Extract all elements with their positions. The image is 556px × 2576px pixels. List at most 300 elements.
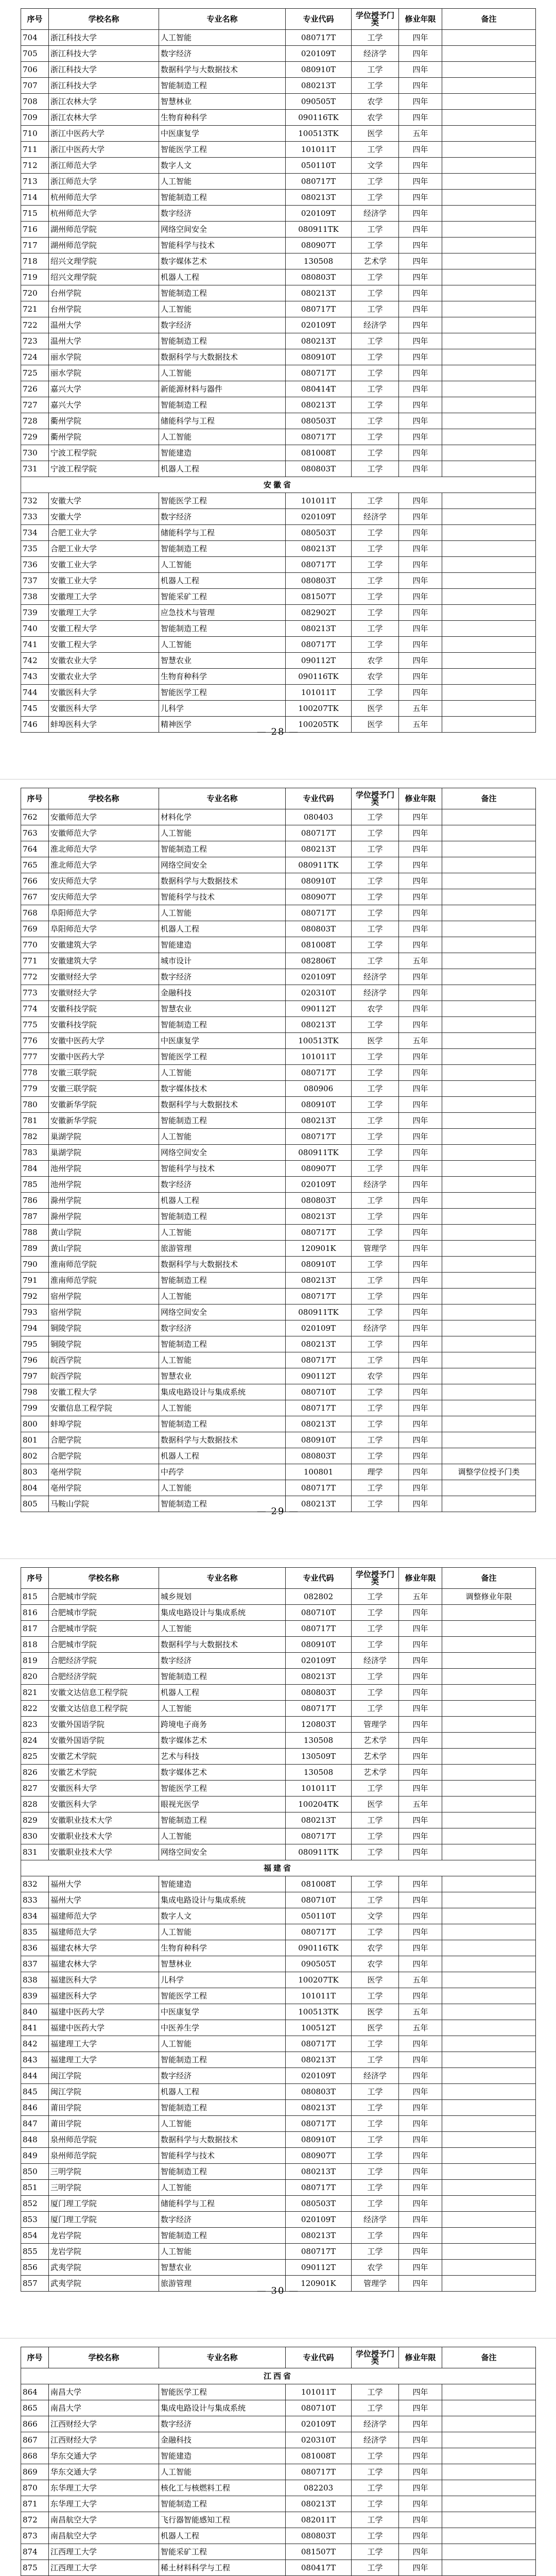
major-code-cell: 080911TK <box>286 1304 352 1320</box>
remark-cell <box>442 429 536 445</box>
degree-category-cell: 工学 <box>352 685 399 701</box>
serial-number-cell: 816 <box>21 1605 49 1621</box>
study-years-cell: 四年 <box>399 1097 442 1113</box>
table-row <box>21 1621 536 1637</box>
serial-number-cell: 775 <box>21 1017 49 1033</box>
degree-category-cell: 艺术学 <box>352 1733 399 1749</box>
study-years-cell: 四年 <box>399 1241 442 1257</box>
table-row <box>21 1161 536 1177</box>
table-row <box>21 2212 536 2228</box>
major-name-cell: 生物育种科学 <box>159 669 286 685</box>
remark-cell <box>442 413 536 429</box>
table-row <box>21 2036 536 2052</box>
header-degree-category: 学位授予门类 <box>352 788 399 809</box>
degree-category-cell: 医学 <box>352 1033 399 1049</box>
study-years-cell: 四年 <box>399 1416 442 1432</box>
study-years-cell: 四年 <box>399 2464 442 2480</box>
school-name-cell: 江西理工大学 <box>49 2544 159 2560</box>
table-row <box>21 1876 536 1892</box>
school-name-cell: 台州学院 <box>49 285 159 301</box>
major-code-cell: 020310T <box>286 2432 352 2448</box>
study-years-cell: 四年 <box>399 937 442 953</box>
study-years-cell: 四年 <box>399 1352 442 1368</box>
table-row <box>21 1033 536 1049</box>
major-code-cell: 080717T <box>286 2036 352 2052</box>
major-name-cell: 智能科学与技术 <box>159 238 286 253</box>
school-name-cell: 黄山学院 <box>49 1241 159 1257</box>
major-name-cell: 数字媒体技术 <box>159 1081 286 1097</box>
degree-category-cell: 工学 <box>352 445 399 461</box>
major-code-cell: 080717T <box>286 2180 352 2196</box>
study-years-cell: 四年 <box>399 365 442 381</box>
remark-cell <box>442 1257 536 1273</box>
study-years-cell: 四年 <box>399 1432 442 1448</box>
remark-cell <box>442 1733 536 1749</box>
remark-cell <box>442 493 536 509</box>
remark-cell <box>442 541 536 557</box>
serial-number-cell: 826 <box>21 1765 49 1781</box>
school-name-cell: 安徽建筑大学 <box>49 937 159 953</box>
school-name-cell: 福建师范大学 <box>49 1924 159 1940</box>
degree-category-cell: 农学 <box>352 110 399 126</box>
serial-number-cell: 832 <box>21 1876 49 1892</box>
school-name-cell: 闽江学院 <box>49 2084 159 2100</box>
major-code-cell: 101011T <box>286 2384 352 2400</box>
serial-number-cell: 793 <box>21 1304 49 1320</box>
degree-category-cell: 工学 <box>352 2544 399 2560</box>
major-name-cell: 智能科学与技术 <box>159 1161 286 1177</box>
major-code-cell: 100513TK <box>286 2004 352 2020</box>
degree-category-cell: 经济学 <box>352 2212 399 2228</box>
study-years-cell: 四年 <box>399 2228 442 2244</box>
school-name-cell: 安徽文达信息工程学院 <box>49 1701 159 1717</box>
school-name-cell: 南昌航空大学 <box>49 2512 159 2528</box>
degree-category-cell: 工学 <box>352 1701 399 1717</box>
header-study-years: 修业年限 <box>399 2347 442 2368</box>
serial-number-cell: 765 <box>21 857 49 873</box>
serial-number-cell: 706 <box>21 62 49 78</box>
degree-category-cell: 管理学 <box>352 1717 399 1733</box>
major-code-cell: 020109T <box>286 206 352 222</box>
majors-table <box>21 788 536 1512</box>
study-years-cell: 四年 <box>399 1940 442 1956</box>
table-row <box>21 1908 536 1924</box>
major-name-cell: 新能源材料与器件 <box>159 381 286 397</box>
degree-category-cell: 农学 <box>352 669 399 685</box>
major-name-cell: 智能制造工程 <box>159 1496 286 1512</box>
school-name-cell: 杭州师范大学 <box>49 190 159 206</box>
table-row <box>21 301 536 317</box>
serial-number-cell: 805 <box>21 1496 49 1512</box>
serial-number-cell: 819 <box>21 1653 49 1669</box>
remark-cell <box>442 2116 536 2132</box>
remark-cell <box>442 2164 536 2180</box>
study-years-cell: 四年 <box>399 317 442 333</box>
major-name-cell: 人工智能 <box>159 2180 286 2196</box>
table-row <box>21 2084 536 2100</box>
serial-number-cell: 716 <box>21 222 49 238</box>
table-row <box>21 445 536 461</box>
major-name-cell: 集成电路设计与集成系统 <box>159 1892 286 1908</box>
serial-number-cell: 871 <box>21 2496 49 2512</box>
school-name-cell: 安徽师范大学 <box>49 825 159 841</box>
major-name-cell: 人工智能 <box>159 2036 286 2052</box>
major-code-cell: 020109T <box>286 969 352 985</box>
major-code-cell: 100513TK <box>286 126 352 142</box>
table-row <box>21 1733 536 1749</box>
table-row <box>21 509 536 525</box>
school-name-cell: 福建理工大学 <box>49 2052 159 2068</box>
school-name-cell: 福建农林大学 <box>49 1940 159 1956</box>
school-name-cell: 安徽信息工程学院 <box>49 1400 159 1416</box>
remark-cell <box>442 1749 536 1765</box>
serial-number-cell: 718 <box>21 253 49 269</box>
major-name-cell: 网络空间安全 <box>159 857 286 873</box>
major-name-cell: 人工智能 <box>159 1289 286 1304</box>
school-name-cell: 武夷学院 <box>49 2260 159 2276</box>
school-name-cell: 安徽工程大学 <box>49 637 159 653</box>
major-name-cell: 智能制造工程 <box>159 1209 286 1225</box>
table-row <box>21 493 536 509</box>
table-row <box>21 365 536 381</box>
table-row <box>21 30 536 46</box>
major-code-cell: 080213T <box>286 541 352 557</box>
school-name-cell: 浙江科技大学 <box>49 30 159 46</box>
study-years-cell: 五年 <box>399 1033 442 1049</box>
study-years-cell: 四年 <box>399 1257 442 1273</box>
major-name-cell: 数据科学与大数据技术 <box>159 873 286 889</box>
table-row <box>21 429 536 445</box>
school-name-cell: 安徽大学 <box>49 509 159 525</box>
major-name-cell: 跨境电子商务 <box>159 1717 286 1733</box>
table-row <box>21 1781 536 1797</box>
table-row <box>21 46 536 62</box>
major-code-cell: 120803T <box>286 1717 352 1733</box>
remark-cell <box>442 937 536 953</box>
serial-number-cell: 746 <box>21 717 49 733</box>
major-code-cell: 080907T <box>286 2148 352 2164</box>
serial-number-cell: 842 <box>21 2036 49 2052</box>
serial-number-cell: 869 <box>21 2464 49 2480</box>
study-years-cell: 五年 <box>399 1589 442 1605</box>
degree-category-cell: 工学 <box>352 429 399 445</box>
major-name-cell: 智能医学工程 <box>159 1781 286 1797</box>
table-row <box>21 905 536 921</box>
study-years-cell: 四年 <box>399 2448 442 2464</box>
study-years-cell: 五年 <box>399 701 442 717</box>
study-years-cell: 四年 <box>399 2512 442 2528</box>
remark-cell <box>442 1781 536 1797</box>
degree-category-cell: 工学 <box>352 825 399 841</box>
serial-number-cell: 777 <box>21 1049 49 1065</box>
study-years-cell: 四年 <box>399 253 442 269</box>
major-code-cell: 082011T <box>286 2512 352 2528</box>
header-serial-number: 序号 <box>21 2347 49 2368</box>
major-code-cell: 080717T <box>286 429 352 445</box>
table-row <box>21 142 536 158</box>
table-row <box>21 1797 536 1812</box>
major-name-cell: 智能制造工程 <box>159 2052 286 2068</box>
study-years-cell: 四年 <box>399 397 442 413</box>
majors-table <box>21 1567 536 2292</box>
major-name-cell: 人工智能 <box>159 2116 286 2132</box>
degree-category-cell: 工学 <box>352 2528 399 2544</box>
table-row <box>21 1145 536 1161</box>
header-major-name: 专业名称 <box>159 9 286 30</box>
study-years-cell: 四年 <box>399 2084 442 2100</box>
remark-cell <box>442 1113 536 1129</box>
study-years-cell: 四年 <box>399 269 442 285</box>
major-code-cell: 080717T <box>286 2464 352 2480</box>
degree-category-cell: 经济学 <box>352 1653 399 1669</box>
degree-category-cell: 工学 <box>352 1225 399 1241</box>
serial-number-cell: 787 <box>21 1209 49 1225</box>
remark-cell <box>442 921 536 937</box>
major-code-cell: 080803T <box>286 2084 352 2100</box>
header-degree-category: 学位授予门类 <box>352 9 399 30</box>
school-name-cell: 安徽新华学院 <box>49 1113 159 1129</box>
remark-cell <box>442 669 536 685</box>
serial-number-cell: 851 <box>21 2180 49 2196</box>
major-code-cell: 082902T <box>286 605 352 621</box>
remark-cell <box>442 1400 536 1416</box>
major-name-cell: 中医养生学 <box>159 2020 286 2036</box>
major-name-cell: 智慧农业 <box>159 1368 286 1384</box>
degree-category-cell: 工学 <box>352 589 399 605</box>
study-years-cell: 四年 <box>399 1637 442 1653</box>
remark-cell <box>442 1621 536 1637</box>
major-code-cell: 080717T <box>286 1289 352 1304</box>
table-container <box>21 788 535 1512</box>
table-row <box>21 1129 536 1145</box>
major-name-cell: 生物育种科学 <box>159 1940 286 1956</box>
serial-number-cell: 843 <box>21 2052 49 2068</box>
study-years-cell: 四年 <box>399 637 442 653</box>
school-name-cell: 合肥经济学院 <box>49 1653 159 1669</box>
school-name-cell: 华东交通大学 <box>49 2448 159 2464</box>
study-years-cell: 四年 <box>399 2244 442 2260</box>
study-years-cell: 四年 <box>399 2052 442 2068</box>
major-code-cell: 080717T <box>286 825 352 841</box>
major-name-cell: 眼视光医学 <box>159 1797 286 1812</box>
degree-category-cell: 工学 <box>352 557 399 573</box>
table-container <box>21 1567 535 2292</box>
serial-number-cell: 712 <box>21 158 49 174</box>
school-name-cell: 安徽农业大学 <box>49 669 159 685</box>
school-name-cell: 绍兴文理学院 <box>49 269 159 285</box>
remark-cell <box>442 1273 536 1289</box>
degree-category-cell: 农学 <box>352 2260 399 2276</box>
major-name-cell: 数据科学与大数据技术 <box>159 1257 286 1273</box>
major-code-cell: 080803T <box>286 1193 352 1209</box>
table-row <box>21 1113 536 1129</box>
degree-category-cell: 管理学 <box>352 2276 399 2292</box>
remark-cell <box>442 1448 536 1464</box>
school-name-cell: 亳州学院 <box>49 1464 159 1480</box>
study-years-cell: 四年 <box>399 2036 442 2052</box>
major-name-cell: 飞行器智能感知工程 <box>159 2512 286 2528</box>
study-years-cell: 四年 <box>399 1289 442 1304</box>
serial-number-cell: 791 <box>21 1273 49 1289</box>
remark-cell <box>442 1161 536 1177</box>
major-code-cell: 080907T <box>286 1161 352 1177</box>
study-years-cell: 四年 <box>399 1193 442 1209</box>
serial-number-cell: 714 <box>21 190 49 206</box>
degree-category-cell: 工学 <box>352 1416 399 1432</box>
degree-category-cell: 工学 <box>352 397 399 413</box>
study-years-cell: 四年 <box>399 174 442 190</box>
remark-cell <box>442 985 536 1001</box>
degree-category-cell: 艺术学 <box>352 253 399 269</box>
study-years-cell: 四年 <box>399 509 442 525</box>
study-years-cell: 四年 <box>399 573 442 589</box>
serial-number-cell: 827 <box>21 1781 49 1797</box>
school-name-cell: 合肥城市学院 <box>49 1605 159 1621</box>
study-years-cell: 四年 <box>399 2116 442 2132</box>
study-years-cell: 四年 <box>399 1812 442 1828</box>
school-name-cell: 闽江学院 <box>49 2068 159 2084</box>
degree-category-cell: 工学 <box>352 1432 399 1448</box>
table-row <box>21 1320 536 1336</box>
degree-category-cell: 工学 <box>352 1193 399 1209</box>
province-heading: 福建省 <box>21 1860 536 1876</box>
remark-cell <box>442 1892 536 1908</box>
remark-cell <box>442 1001 536 1017</box>
major-name-cell: 人工智能 <box>159 1129 286 1145</box>
study-years-cell: 四年 <box>399 605 442 621</box>
serial-number-cell: 705 <box>21 46 49 62</box>
major-name-cell: 智能制造工程 <box>159 1113 286 1129</box>
major-code-cell: 020109T <box>286 46 352 62</box>
remark-cell <box>442 1480 536 1496</box>
remark-cell <box>442 1336 536 1352</box>
study-years-cell: 四年 <box>399 158 442 174</box>
serial-number-cell: 804 <box>21 1480 49 1496</box>
degree-category-cell: 医学 <box>352 701 399 717</box>
degree-category-cell: 医学 <box>352 1797 399 1812</box>
remark-cell <box>442 525 536 541</box>
remark-cell <box>442 317 536 333</box>
major-name-cell: 智能制造工程 <box>159 78 286 94</box>
major-code-cell: 080910T <box>286 1637 352 1653</box>
serial-number-cell: 726 <box>21 381 49 397</box>
table-row <box>21 1589 536 1605</box>
school-name-cell: 浙江师范大学 <box>49 158 159 174</box>
degree-category-cell: 工学 <box>352 1209 399 1225</box>
table-row <box>21 1432 536 1448</box>
major-name-cell: 智能建造 <box>159 445 286 461</box>
serial-number-cell: 744 <box>21 685 49 701</box>
major-name-cell: 智能医学工程 <box>159 1988 286 2004</box>
degree-category-cell: 工学 <box>352 2560 399 2576</box>
study-years-cell: 四年 <box>399 857 442 873</box>
major-code-cell: 081008T <box>286 445 352 461</box>
table-row <box>21 809 536 825</box>
province-heading: 安徽省 <box>21 477 536 493</box>
major-name-cell: 人工智能 <box>159 1621 286 1637</box>
degree-category-cell: 工学 <box>352 1621 399 1637</box>
serial-number-cell: 802 <box>21 1448 49 1464</box>
major-name-cell: 智能制造工程 <box>159 541 286 557</box>
school-name-cell: 安徽艺术学院 <box>49 1749 159 1765</box>
school-name-cell: 滁州学院 <box>49 1209 159 1225</box>
table-row <box>21 1384 536 1400</box>
study-years-cell: 五年 <box>399 2004 442 2020</box>
major-name-cell: 智能制造工程 <box>159 1336 286 1352</box>
degree-category-cell: 管理学 <box>352 1241 399 1257</box>
major-name-cell: 旅游管理 <box>159 1241 286 1257</box>
school-name-cell: 福州大学 <box>49 1892 159 1908</box>
table-row <box>21 349 536 365</box>
remark-cell <box>442 2180 536 2196</box>
major-code-cell: 080213T <box>286 1496 352 1512</box>
serial-number-cell: 829 <box>21 1812 49 1828</box>
header-school-name: 学校名称 <box>49 1568 159 1589</box>
degree-category-cell: 工学 <box>352 2148 399 2164</box>
school-name-cell: 安徽大学 <box>49 493 159 509</box>
remark-cell <box>442 126 536 142</box>
serial-number-cell: 762 <box>21 809 49 825</box>
school-name-cell: 浙江农林大学 <box>49 110 159 126</box>
major-name-cell: 数据科学与大数据技术 <box>159 2132 286 2148</box>
serial-number-cell: 709 <box>21 110 49 126</box>
study-years-cell: 四年 <box>399 1765 442 1781</box>
school-name-cell: 浙江农林大学 <box>49 94 159 110</box>
degree-category-cell: 工学 <box>352 2180 399 2196</box>
remark-cell <box>442 1081 536 1097</box>
major-code-cell: 120901K <box>286 2276 352 2292</box>
study-years-cell: 四年 <box>399 62 442 78</box>
major-code-cell: 090116TK <box>286 1940 352 1956</box>
degree-category-cell: 农学 <box>352 1368 399 1384</box>
major-name-cell: 机器人工程 <box>159 461 286 477</box>
major-name-cell: 人工智能 <box>159 1225 286 1241</box>
serial-number-cell: 839 <box>21 1988 49 2004</box>
degree-category-cell: 工学 <box>352 873 399 889</box>
table-row <box>21 1352 536 1368</box>
degree-category-cell: 工学 <box>352 493 399 509</box>
study-years-cell: 四年 <box>399 1320 442 1336</box>
school-name-cell: 东华理工大学 <box>49 2480 159 2496</box>
table-row <box>21 525 536 541</box>
serial-number-cell: 767 <box>21 889 49 905</box>
remark-cell: 调整修业年限 <box>442 1589 536 1605</box>
major-name-cell: 智能采矿工程 <box>159 589 286 605</box>
major-name-cell: 智能制造工程 <box>159 1017 286 1033</box>
serial-number-cell: 799 <box>21 1400 49 1416</box>
header-major-name: 专业名称 <box>159 788 286 809</box>
remark-cell <box>442 2052 536 2068</box>
serial-number-cell: 710 <box>21 126 49 142</box>
school-name-cell: 绍兴文理学院 <box>49 253 159 269</box>
study-years-cell: 四年 <box>399 1273 442 1289</box>
school-name-cell: 合肥学院 <box>49 1432 159 1448</box>
table-row <box>21 2068 536 2084</box>
study-years-cell: 四年 <box>399 1669 442 1685</box>
header-school-name: 学校名称 <box>49 9 159 30</box>
degree-category-cell: 工学 <box>352 461 399 477</box>
table-row <box>21 2196 536 2212</box>
table-row <box>21 1653 536 1669</box>
serial-number-cell: 789 <box>21 1241 49 1257</box>
remark-cell <box>442 46 536 62</box>
major-code-cell: 080717T <box>286 1352 352 1368</box>
table-row <box>21 285 536 301</box>
degree-category-cell: 工学 <box>352 2132 399 2148</box>
serial-number-cell: 831 <box>21 1844 49 1860</box>
table-row <box>21 573 536 589</box>
major-name-cell: 集成电路设计与集成系统 <box>159 1384 286 1400</box>
